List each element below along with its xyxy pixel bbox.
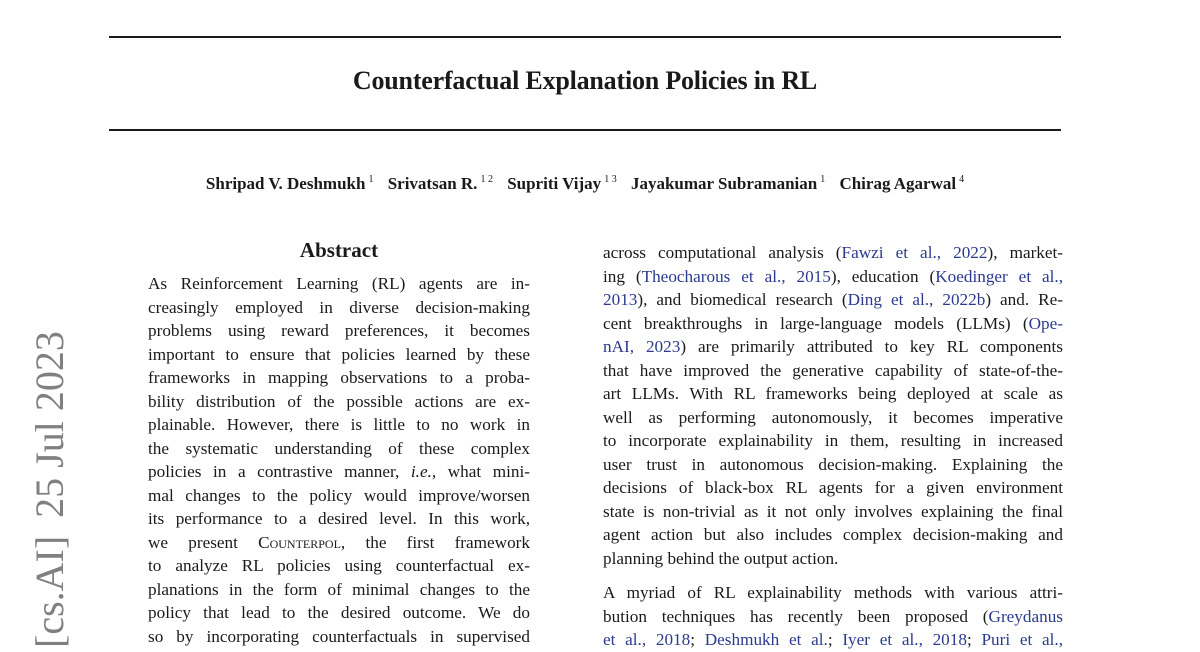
citation-link[interactable]: Theocharous et al., 2015 (641, 266, 831, 286)
citation-link[interactable]: Puri et al., (981, 630, 1063, 649)
text-span: ) and. Re- (985, 290, 1063, 309)
citation-link[interactable]: Ding et al., 2022b (847, 290, 986, 309)
author-name: Supriti Vijay (507, 174, 602, 193)
text-line: that have improved the generative capability of state-of-the- (603, 360, 1063, 380)
title-top-rule (109, 36, 1061, 38)
text-line (603, 605, 1063, 629)
text-span: we present (148, 532, 259, 552)
text-line: so by incorporating counterfactuals in supervised (148, 626, 530, 646)
author (839, 174, 964, 193)
text-line: its performance to a desired level. In this work, (148, 509, 530, 528)
text-span: cent breakthroughs in large-language models (LLMs) ( (603, 313, 1029, 333)
text-span: what mini- (436, 462, 530, 481)
text-line: art LLMs. With RL frameworks being deployed at scale as (603, 384, 1063, 403)
arxiv-category: [cs.AI] (27, 535, 72, 648)
text-line: user trust in autonomous decision-making. Explaining the (603, 454, 1063, 474)
text-span: policies in a contrastive manner, (148, 462, 411, 481)
text-line: creasingly employed in diverse decision-making (148, 297, 530, 317)
text-line: decisions of black-box RL agents for a given environment (603, 478, 1063, 497)
text-line: plainable. However, there is little to no work in (148, 415, 530, 434)
text-span: ; (966, 630, 982, 649)
paper-title: Counterfactual Explanation Policies in RL (352, 66, 818, 95)
citation-link[interactable]: Greydanus (988, 606, 1063, 626)
text-span: ) are primarily attributed to key RL components (680, 337, 1063, 356)
author-name: Chirag Agarwal (839, 174, 957, 193)
author-name: Jayakumar Subramanian (630, 174, 818, 193)
author-affiliation: 4 (959, 174, 965, 185)
text-line: to incorporate explainability in them, resulting in increased (603, 431, 1063, 450)
author-name: Srivatsan R. (387, 174, 478, 193)
text-line (148, 531, 530, 555)
text-line (603, 335, 1063, 359)
author (388, 174, 493, 193)
text-span: ), market- (987, 243, 1064, 262)
text-line: bility distribution of the possible actions are ex- (148, 391, 530, 411)
citation-link[interactable]: Koedinger et al., (935, 266, 1063, 286)
text-line (148, 460, 530, 484)
text-line: problems using reward preferences, it becomes (148, 321, 530, 340)
author (206, 174, 374, 193)
author (507, 174, 617, 193)
author-affiliation: 1 2 (480, 174, 493, 185)
title-bottom-rule (109, 129, 1061, 131)
text-line: As Reinforcement Learning (RL) agents are in- (148, 274, 530, 293)
author-list (109, 174, 1061, 194)
author (631, 174, 825, 193)
paragraph-gap (603, 570, 1063, 581)
text-span: ; (690, 630, 705, 649)
citation-link[interactable]: et al., 2018 (603, 630, 691, 649)
citation-link[interactable]: Iyer et al., 2018 (842, 630, 967, 649)
text-line: policy that lead to the desired outcome. We do (148, 603, 530, 622)
introduction-body (603, 241, 1063, 652)
text-span: ), education ( (830, 266, 936, 286)
arxiv-date: 25 Jul 2023 (27, 331, 72, 518)
text-line: mal changes to the policy would improve/worsen (148, 485, 530, 505)
abstract-heading: Abstract (299, 238, 379, 262)
citation-link[interactable]: Ope- (1028, 313, 1063, 333)
text-line: well as performing autonomously, it becomes imperative (603, 407, 1063, 427)
text-line (603, 265, 1063, 289)
text-line: state is non-trivial as it not only involves explaining the final (603, 501, 1063, 521)
author-affiliation: 1 3 (604, 174, 617, 185)
text-line: frameworks in mapping observations to a proba- (148, 368, 530, 387)
text-span: across computational analysis ( (603, 243, 842, 262)
citation-link[interactable]: Fawzi et al., 2022 (841, 243, 988, 262)
citation-link[interactable]: 2013 (603, 290, 638, 309)
text-line: planning behind the output action. (603, 548, 839, 568)
italic-text: i.e., (410, 462, 437, 481)
author-affiliation: 1 (368, 174, 374, 185)
citation-link[interactable]: nAI, 2023 (603, 337, 681, 356)
text-line: agent action but also includes complex decision-making and (603, 525, 1063, 544)
text-line (603, 312, 1063, 336)
text-line (603, 288, 1063, 312)
text-span: , the first framework (340, 532, 530, 552)
arxiv-stamp (27, 328, 72, 648)
framework-name: Counterpol (258, 532, 341, 552)
text-span: bution techniques has recently been proposed ( (603, 606, 989, 626)
citation-link[interactable]: Deshmukh et al. (704, 630, 828, 649)
text-line (603, 241, 1063, 265)
text-span: ), and biomedical research ( (637, 290, 848, 309)
text-line: to analyze RL policies using counterfactual ex- (148, 556, 530, 575)
text-line: planations in the form of minimal changes to the (148, 579, 530, 599)
text-span: ing ( (603, 266, 642, 286)
text-line: A myriad of RL explainability methods with various attri- (603, 583, 1063, 602)
abstract-body (148, 272, 530, 648)
text-line: the systematic understanding of these complex (148, 438, 530, 458)
text-span: ; (827, 630, 843, 649)
author-name: Shripad V. Deshmukh (205, 174, 366, 193)
author-affiliation: 1 (820, 174, 826, 185)
text-line: important to ensure that policies learned by these (148, 344, 530, 364)
